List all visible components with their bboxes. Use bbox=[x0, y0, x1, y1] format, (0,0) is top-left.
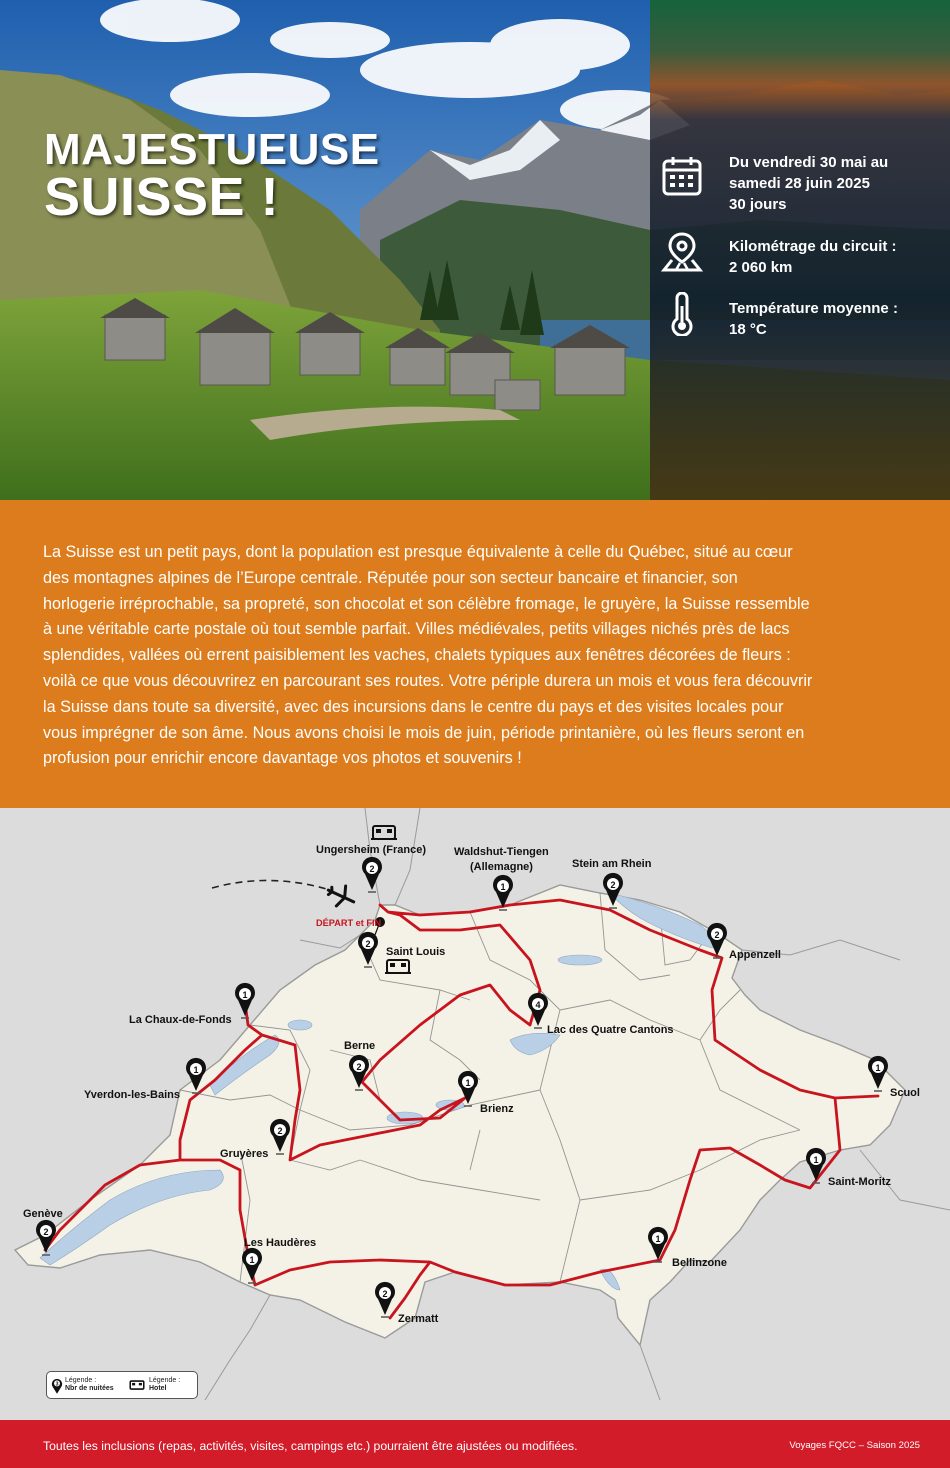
stop-label-zermatt: Zermatt bbox=[398, 1313, 439, 1325]
stop-label-yverdon: Yverdon-les-Bains bbox=[84, 1089, 180, 1101]
svg-text:3: 3 bbox=[55, 1381, 59, 1388]
hotel-icon bbox=[129, 1380, 145, 1392]
distance-label: Kilométrage du circuit : bbox=[729, 238, 897, 255]
stop-label-les-hauderes: Les Haudères bbox=[244, 1237, 317, 1249]
airplane-icon bbox=[324, 880, 359, 912]
footer-brand: Voyages FQCC – Saison 2025 bbox=[789, 1440, 920, 1451]
stop-label-waldshut: Waldshut-Tiengen bbox=[454, 846, 549, 858]
pin-saint-moritz bbox=[806, 1148, 826, 1183]
trip-info-panel bbox=[650, 0, 950, 500]
svg-text:1: 1 bbox=[249, 1255, 255, 1265]
title-line-1: MAJESTUEUSE bbox=[44, 125, 380, 174]
switzerland-map bbox=[0, 808, 950, 1420]
svg-text:2: 2 bbox=[382, 1289, 388, 1299]
thermometer-icon bbox=[660, 292, 704, 336]
intro-text: La Suisse est un petit pays, dont la population est presque équivalente à celle du Québec, situé au cœur des montagnes alpines de l’Europe centrale. Réputée pour son secteur bancaire et financier, son horlogerie irréprochable, sa propreté, son chocolat et son célèbre fromage, le gruyère, la Suisse ressemble à une véritable carte postale où tout semble parfait. Villes médiévales, petits villages nichés près de lacs splendides, vallées où errent paisiblement les vaches, chalets typiques aux fenêtres décorées de fleurs : voilà ce que vous découvrirez en parcourant ses routes. Votre périple durera un mois et vous fera découvrir la Suisse dans toute sa diversité, avec des incursions dans le centre du pays et des visites locales pour vous imprégner de son âme. Nous avons choisi le mois de juin, période printanière, où les fleurs seront en profusion pour enrichir encore davantage vos photos et souvenirs ! bbox=[43, 543, 813, 768]
svg-text:2: 2 bbox=[610, 880, 616, 890]
map-legend bbox=[46, 1371, 198, 1399]
page-title bbox=[44, 125, 380, 227]
intro-section bbox=[0, 500, 950, 808]
svg-text:1: 1 bbox=[465, 1078, 471, 1088]
hero-photo bbox=[0, 0, 950, 500]
dates-line-2: samedi 28 juin 2025 bbox=[729, 175, 870, 192]
svg-text:1: 1 bbox=[813, 1155, 819, 1165]
stop-label-gruyeres: Gruyères bbox=[220, 1148, 269, 1160]
map-pin-icon bbox=[660, 230, 704, 274]
pin-ungersheim bbox=[362, 857, 382, 892]
pin-icon bbox=[51, 1377, 63, 1395]
calendar-icon bbox=[660, 154, 704, 198]
svg-text:1: 1 bbox=[242, 990, 248, 1000]
svg-text:2: 2 bbox=[43, 1227, 49, 1237]
route-map bbox=[0, 808, 950, 1420]
hotel-icon bbox=[371, 826, 397, 839]
svg-text:1: 1 bbox=[875, 1063, 881, 1073]
temperature-value: 18 °C bbox=[729, 321, 767, 338]
legend-caption: Légende : bbox=[65, 1377, 97, 1384]
stop-label-saint-moritz: Saint-Moritz bbox=[828, 1176, 891, 1188]
svg-text:1: 1 bbox=[655, 1234, 661, 1244]
svg-text:2: 2 bbox=[356, 1062, 362, 1072]
legend-hotel-label: Hotel bbox=[149, 1385, 167, 1392]
stop-label-quatre-cantons: Lac des Quatre Cantons bbox=[547, 1024, 674, 1036]
svg-text:2: 2 bbox=[714, 930, 720, 940]
stop-label-berne: Berne bbox=[344, 1040, 376, 1052]
temperature-label: Température moyenne : bbox=[729, 300, 898, 317]
dates-line-1: Du vendredi 30 mai au bbox=[729, 154, 889, 171]
pin-chaux-de-fonds bbox=[235, 983, 255, 1018]
distance-value: 2 060 km bbox=[729, 259, 793, 276]
dates-line-3: 30 jours bbox=[729, 196, 787, 213]
svg-text:1: 1 bbox=[500, 882, 506, 892]
svg-text:2: 2 bbox=[369, 864, 375, 874]
departure-label: DÉPART et FIN bbox=[316, 918, 382, 928]
stop-label-stein: Stein am Rhein bbox=[572, 858, 652, 870]
svg-text:4: 4 bbox=[535, 1000, 541, 1010]
legend-caption: Légende : bbox=[149, 1377, 181, 1384]
legend-nights bbox=[51, 1376, 123, 1396]
stop-label-brienz: Brienz bbox=[480, 1103, 514, 1115]
lake-zurich bbox=[558, 955, 602, 965]
legend-nights-label: Nbr de nuitées bbox=[65, 1385, 114, 1392]
title-line-2: SUISSE ! bbox=[44, 167, 280, 227]
stop-label-chaux-de-fonds: La Chaux-de-Fonds bbox=[129, 1014, 232, 1026]
svg-text:2: 2 bbox=[365, 939, 371, 949]
stop-label-geneve: Genève bbox=[23, 1208, 63, 1220]
stop-label-bellinzone: Bellinzone bbox=[672, 1257, 728, 1269]
stop-label-appenzell: Appenzell bbox=[729, 949, 781, 961]
stop-label-waldshut-country: (Allemagne) bbox=[470, 861, 533, 873]
svg-text:2: 2 bbox=[277, 1126, 283, 1136]
legend-hotel bbox=[135, 1376, 195, 1396]
stop-label-saint-louis: Saint Louis bbox=[386, 946, 446, 958]
stop-label-ungersheim: Ungersheim (France) bbox=[316, 844, 427, 856]
stop-label-scuol: Scuol bbox=[890, 1087, 920, 1099]
flight-path bbox=[212, 880, 330, 890]
lake-bienne bbox=[288, 1020, 312, 1030]
footer bbox=[0, 1420, 950, 1468]
footer-note: Toutes les inclusions (repas, activités, visites, campings etc.) pourraient être ajustées ou modifiées. bbox=[43, 1439, 578, 1453]
svg-text:1: 1 bbox=[193, 1065, 199, 1075]
